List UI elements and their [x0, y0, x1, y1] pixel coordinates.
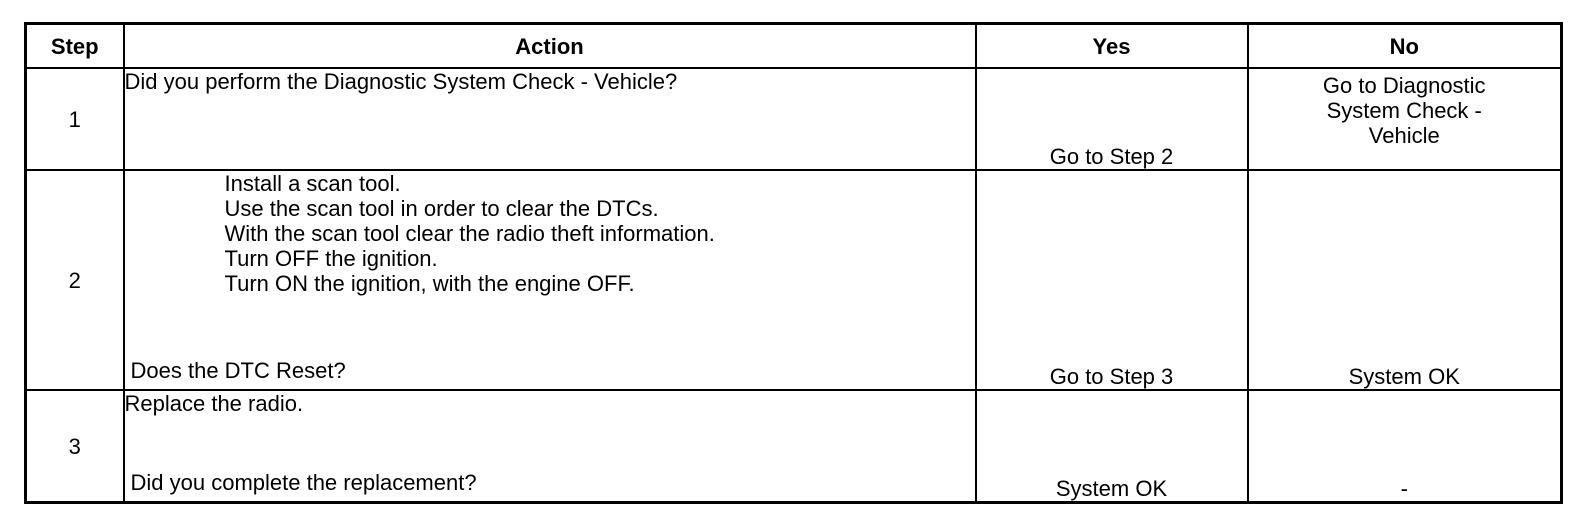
action-instruction: Replace the radio.	[124, 391, 304, 416]
action-question: Does the DTC Reset?	[130, 358, 346, 383]
header-action: Action	[124, 24, 976, 69]
yes-result: Go to Step 2	[976, 68, 1248, 170]
yes-result: System OK	[976, 390, 1248, 503]
action-cell	[124, 390, 976, 503]
no-result: System OK	[1248, 170, 1562, 390]
step-number: 1	[26, 68, 124, 170]
no-result: -	[1248, 390, 1562, 503]
action-text: Did you perform the Diagnostic System Check - Vehicle?	[124, 69, 678, 94]
action-instruction: With the scan tool clear the radio theft information.	[224, 221, 715, 246]
diagnostic-table	[24, 22, 1563, 504]
step-number: 2	[26, 170, 124, 390]
action-instruction: Use the scan tool in order to clear the DTCs.	[224, 196, 659, 221]
header-no: No	[1248, 24, 1562, 69]
table-header-row	[26, 24, 1562, 69]
action-cell	[124, 68, 976, 170]
table-row	[26, 170, 1562, 390]
action-instruction: Install a scan tool.	[224, 171, 401, 196]
table-row	[26, 390, 1562, 503]
header-yes: Yes	[976, 24, 1248, 69]
no-result-text: Go to Diagnostic System Check - Vehicle	[1322, 73, 1486, 148]
yes-result: Go to Step 3	[976, 170, 1248, 390]
action-question: Did you complete the replacement?	[130, 470, 477, 495]
header-step: Step	[26, 24, 124, 69]
action-cell	[124, 170, 976, 390]
table-row	[26, 68, 1562, 170]
action-instruction: Turn OFF the ignition.	[224, 246, 438, 271]
no-result	[1248, 68, 1562, 170]
step-number: 3	[26, 390, 124, 503]
action-instruction: Turn ON the ignition, with the engine OFF.	[224, 271, 635, 296]
